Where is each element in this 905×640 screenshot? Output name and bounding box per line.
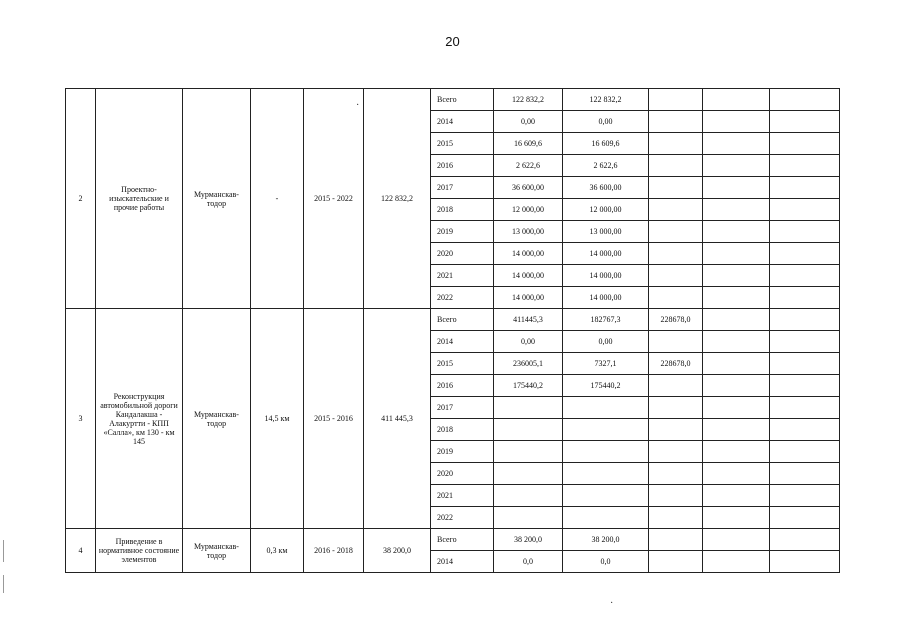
cell-year: 2018 xyxy=(431,199,494,221)
cell-executor: Мурманскав-тодор xyxy=(183,89,251,309)
cell-year: 2021 xyxy=(431,265,494,287)
cell-regional-budget xyxy=(563,507,649,529)
cell-year: 2014 xyxy=(431,551,494,573)
cell-period: 2016 - 2018 xyxy=(304,529,364,573)
cell-federal-budget xyxy=(649,243,703,265)
cell-regional-budget xyxy=(563,463,649,485)
cell-other-sources xyxy=(770,133,840,155)
table-row xyxy=(66,89,840,111)
cell-federal-budget xyxy=(649,551,703,573)
cell-total xyxy=(494,507,563,529)
cell-year: 2016 xyxy=(431,375,494,397)
cell-local-budget xyxy=(703,441,770,463)
cell-local-budget xyxy=(703,419,770,441)
cell-regional-budget: 38 200,0 xyxy=(563,529,649,551)
cell-federal-budget xyxy=(649,485,703,507)
cell-other-sources xyxy=(770,265,840,287)
cell-year: 2019 xyxy=(431,441,494,463)
cell-regional-budget xyxy=(563,397,649,419)
cell-local-budget xyxy=(703,177,770,199)
cell-other-sources xyxy=(770,309,840,331)
cell-year: 2020 xyxy=(431,463,494,485)
cell-federal-budget xyxy=(649,529,703,551)
cell-year: 2021 xyxy=(431,485,494,507)
cell-total: 411445,3 xyxy=(494,309,563,331)
cell-local-budget xyxy=(703,485,770,507)
cell-regional-budget: 122 832,2 xyxy=(563,89,649,111)
cell-total: 2 622,6 xyxy=(494,155,563,177)
cell-period: 2015 - 2022 xyxy=(304,89,364,309)
cell-capacity: 0,3 км xyxy=(251,529,304,573)
cell-number: 3 xyxy=(66,309,96,529)
cell-total: 122 832,2 xyxy=(494,89,563,111)
cell-regional-budget: 36 600,00 xyxy=(563,177,649,199)
cell-local-budget xyxy=(703,551,770,573)
cell-local-budget xyxy=(703,221,770,243)
cell-year: Всего xyxy=(431,529,494,551)
table-body xyxy=(66,89,840,573)
cell-total: 0,00 xyxy=(494,331,563,353)
cell-other-sources xyxy=(770,441,840,463)
cell-other-sources xyxy=(770,507,840,529)
cell-year: Всего xyxy=(431,309,494,331)
cell-year: Всего xyxy=(431,89,494,111)
cell-total xyxy=(494,485,563,507)
scan-speck: · xyxy=(610,598,614,609)
cell-estimated-cost: 411 445,3 xyxy=(364,309,431,529)
cell-other-sources xyxy=(770,397,840,419)
cell-other-sources xyxy=(770,221,840,243)
cell-total: 236005,1 xyxy=(494,353,563,375)
cell-executor: Мурманскав-тодор xyxy=(183,529,251,573)
cell-total: 0,0 xyxy=(494,551,563,573)
cell-regional-budget: 175440,2 xyxy=(563,375,649,397)
cell-year: 2015 xyxy=(431,133,494,155)
cell-federal-budget: 228678,0 xyxy=(649,353,703,375)
cell-other-sources xyxy=(770,199,840,221)
cell-other-sources xyxy=(770,287,840,309)
cell-other-sources xyxy=(770,177,840,199)
cell-federal-budget xyxy=(649,287,703,309)
cell-federal-budget xyxy=(649,397,703,419)
cell-regional-budget xyxy=(563,485,649,507)
cell-federal-budget xyxy=(649,463,703,485)
cell-other-sources xyxy=(770,463,840,485)
cell-year: 2022 xyxy=(431,507,494,529)
cell-regional-budget: 0,00 xyxy=(563,331,649,353)
cell-estimated-cost: 38 200,0 xyxy=(364,529,431,573)
cell-federal-budget xyxy=(649,331,703,353)
cell-total xyxy=(494,463,563,485)
cell-number: 4 xyxy=(66,529,96,573)
cell-other-sources xyxy=(770,375,840,397)
cell-regional-budget: 0,00 xyxy=(563,111,649,133)
cell-total: 16 609,6 xyxy=(494,133,563,155)
cell-total: 175440,2 xyxy=(494,375,563,397)
cell-local-budget xyxy=(703,243,770,265)
cell-year: 2018 xyxy=(431,419,494,441)
cell-federal-budget xyxy=(649,375,703,397)
cell-year: 2020 xyxy=(431,243,494,265)
cell-total: 38 200,0 xyxy=(494,529,563,551)
cell-capacity: 14,5 км xyxy=(251,309,304,529)
cell-federal-budget xyxy=(649,133,703,155)
cell-regional-budget: 0,0 xyxy=(563,551,649,573)
cell-local-budget xyxy=(703,89,770,111)
cell-local-budget xyxy=(703,287,770,309)
cell-federal-budget xyxy=(649,507,703,529)
cell-federal-budget xyxy=(649,177,703,199)
cell-total xyxy=(494,397,563,419)
cell-local-budget xyxy=(703,529,770,551)
investment-table xyxy=(65,88,840,573)
cell-period: 2015 - 2016 xyxy=(304,309,364,529)
cell-other-sources xyxy=(770,529,840,551)
cell-other-sources xyxy=(770,331,840,353)
cell-regional-budget: 182767,3 xyxy=(563,309,649,331)
cell-object-name: Приведение в нормативное состояние элементов xyxy=(96,529,183,573)
cell-federal-budget xyxy=(649,441,703,463)
cell-capacity: - xyxy=(251,89,304,309)
cell-total: 14 000,00 xyxy=(494,287,563,309)
cell-other-sources xyxy=(770,353,840,375)
cell-regional-budget: 2 622,6 xyxy=(563,155,649,177)
cell-other-sources xyxy=(770,111,840,133)
cell-federal-budget xyxy=(649,89,703,111)
cell-estimated-cost: 122 832,2 xyxy=(364,89,431,309)
cell-object-name: Реконструкция автомобильной дороги Кандалакша - Алакуртти - КПП «Салла», км 130 - км 145 xyxy=(96,309,183,529)
cell-regional-budget: 14 000,00 xyxy=(563,265,649,287)
cell-local-budget xyxy=(703,155,770,177)
cell-total: 36 600,00 xyxy=(494,177,563,199)
cell-year: 2017 xyxy=(431,397,494,419)
cell-local-budget xyxy=(703,507,770,529)
cell-federal-budget xyxy=(649,221,703,243)
cell-other-sources xyxy=(770,551,840,573)
cell-total: 14 000,00 xyxy=(494,265,563,287)
cell-other-sources xyxy=(770,243,840,265)
table-row xyxy=(66,309,840,331)
cell-local-budget xyxy=(703,397,770,419)
cell-year: 2016 xyxy=(431,155,494,177)
cell-federal-budget xyxy=(649,419,703,441)
cell-local-budget xyxy=(703,331,770,353)
cell-other-sources xyxy=(770,419,840,441)
cell-total: 0,00 xyxy=(494,111,563,133)
scan-speck: · xyxy=(356,100,360,111)
cell-year: 2022 xyxy=(431,287,494,309)
cell-regional-budget: 7327,1 xyxy=(563,353,649,375)
cell-year: 2015 xyxy=(431,353,494,375)
cell-federal-budget: 228678,0 xyxy=(649,309,703,331)
cell-object-name: Проектно-изыскательские и прочие работы xyxy=(96,89,183,309)
cell-local-budget xyxy=(703,199,770,221)
page-number: 20 xyxy=(445,34,460,49)
cell-regional-budget xyxy=(563,441,649,463)
cell-executor: Мурманскав-тодор xyxy=(183,309,251,529)
scan-edge-mark xyxy=(3,540,4,562)
cell-total xyxy=(494,441,563,463)
cell-year: 2014 xyxy=(431,331,494,353)
cell-local-budget xyxy=(703,375,770,397)
table-row xyxy=(66,529,840,551)
cell-regional-budget: 13 000,00 xyxy=(563,221,649,243)
cell-regional-budget: 12 000,00 xyxy=(563,199,649,221)
cell-regional-budget: 16 609,6 xyxy=(563,133,649,155)
cell-local-budget xyxy=(703,133,770,155)
cell-local-budget xyxy=(703,111,770,133)
cell-regional-budget: 14 000,00 xyxy=(563,287,649,309)
cell-year: 2017 xyxy=(431,177,494,199)
cell-total: 12 000,00 xyxy=(494,199,563,221)
cell-year: 2019 xyxy=(431,221,494,243)
cell-regional-budget: 14 000,00 xyxy=(563,243,649,265)
cell-year: 2014 xyxy=(431,111,494,133)
cell-local-budget xyxy=(703,463,770,485)
cell-number: 2 xyxy=(66,89,96,309)
scan-edge-mark xyxy=(3,575,4,593)
cell-total: 14 000,00 xyxy=(494,243,563,265)
cell-federal-budget xyxy=(649,111,703,133)
cell-other-sources xyxy=(770,485,840,507)
cell-other-sources xyxy=(770,155,840,177)
cell-federal-budget xyxy=(649,155,703,177)
cell-federal-budget xyxy=(649,265,703,287)
cell-total: 13 000,00 xyxy=(494,221,563,243)
cell-local-budget xyxy=(703,309,770,331)
cell-local-budget xyxy=(703,265,770,287)
cell-regional-budget xyxy=(563,419,649,441)
cell-federal-budget xyxy=(649,199,703,221)
cell-other-sources xyxy=(770,89,840,111)
cell-local-budget xyxy=(703,353,770,375)
cell-total xyxy=(494,419,563,441)
